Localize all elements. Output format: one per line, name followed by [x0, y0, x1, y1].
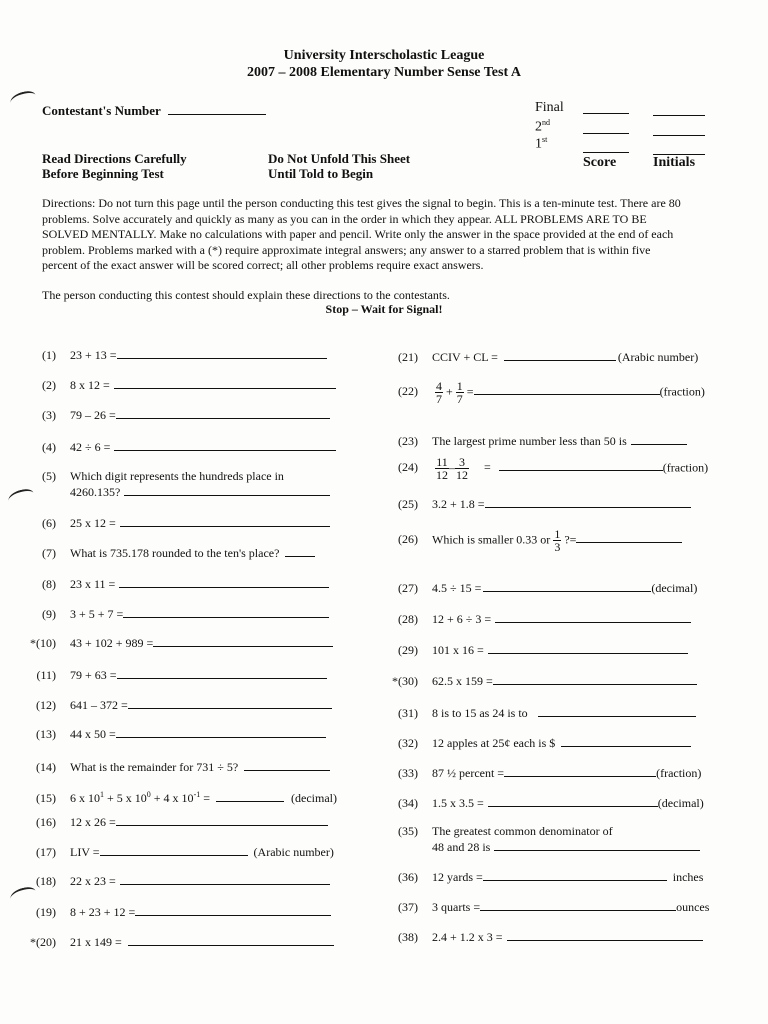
scan-mark: [9, 89, 37, 108]
title-line-2: 2007 – 2008 Elementary Number Sense Test A: [247, 65, 521, 80]
final-score-line: [583, 113, 629, 114]
fraction: $\frac{11}{12}$: [436, 455, 448, 482]
problem-25: (25) 3.2 + 1.8 =: [386, 495, 691, 512]
second-score-line: [583, 133, 629, 134]
problem-38: (38) 2.4 + 1.2 x 3 =: [386, 928, 703, 945]
do-not-unfold-notice: Do Not Unfold This Sheet Until Told to Begin: [268, 151, 411, 181]
problem-10: *(10) 43 + 102 + 989 =: [26, 634, 333, 651]
problem-21: (21) CCIV + CL = (Arabic number): [398, 350, 699, 364]
second-label: 2nd: [535, 118, 550, 135]
problem-23: (23) The largest prime number less than 50 is: [386, 432, 687, 449]
problem-26: (26) Which is smaller 0.33 or $\frac{1}{3}$ ?=: [386, 528, 682, 553]
directions-paragraph: Directions: Do not turn this page until the person conducting this test gives the signal to begin. This is a ten-minute test. There are 80 problems. Solve accurately and quickly as many as you can in the order in which they appear. ALL PROBLEMS ARE TO BE SOLVED MENTALLY. Make no calculations with paper and pencil. Write only the answer in the space provided at the end of each problem. Problems marked with a (*) require approximate integral answers; any answer to a starred problem that is within five percent of the exact answer will be scored correct; all other problems require exact answers.: [42, 196, 681, 273]
problem-11: (11) 79 + 63 =: [26, 666, 327, 683]
problem-1: (1) 23 + 13 =: [26, 346, 327, 363]
problem-12: (12) 641 – 372 =: [26, 696, 332, 713]
contestant-number-field: [42, 102, 266, 119]
conductor-instruction: The person conducting this contest should explain these directions to the contestants.: [42, 288, 450, 302]
problem-36: (36) 12 yards = inches: [398, 870, 704, 884]
problem-37: (37) 3 quarts = ounces: [398, 900, 710, 914]
problem-18: (18) 22 x 23 =: [26, 872, 330, 889]
contestant-number-label: Contestant's Number: [42, 103, 161, 118]
score-label: Score: [583, 155, 617, 170]
problem-19: (19) 8 + 23 + 12 =: [26, 903, 331, 920]
problem-5: (5) Which digit represents the hundreds place in 4260.135?: [26, 469, 330, 499]
title-line-1: University Interscholastic League: [283, 48, 485, 63]
problem-7: (7) What is 735.178 rounded to the ten's place?: [26, 544, 315, 561]
problem-16: (16) 12 x 26 =: [26, 813, 328, 830]
problem-32: (32) 12 apples at 25¢ each is $: [386, 734, 691, 751]
fraction: $\frac{3}{12}$: [456, 455, 468, 482]
problem-9: (9) 3 + 5 + 7 =: [26, 605, 329, 622]
problem-33: (33) 87 ½ percent = (fraction): [398, 766, 702, 780]
problem-8: (8) 23 x 11 =: [26, 575, 329, 592]
read-directions-notice: Read Directions Carefully Before Beginning Test: [42, 151, 187, 181]
second-initials-line: [653, 135, 705, 136]
initials-label: Initials: [653, 155, 696, 170]
final-initials-line: [653, 115, 705, 116]
problem-24: (24) $\frac{11}{12}$ – $\frac{3}{12}$ = (fraction): [398, 455, 709, 482]
fraction: $\frac{1}{7}$: [456, 379, 463, 406]
problem-14: (14) What is the remainder for 731 ÷ 5?: [26, 758, 330, 775]
problem-31: (31) 8 is to 15 as 24 is to: [386, 704, 696, 721]
problem-22: (22) $\frac{4}{7}$ + $\frac{1}{7}$ = (fraction): [398, 379, 705, 406]
problem-35: (35) The greatest common denominator of 48 and 28 is: [386, 824, 700, 854]
final-label: Final: [535, 100, 564, 115]
problem-4: (4) 42 ÷ 6 =: [26, 438, 336, 455]
problem-6: (6) 25 x 12 =: [26, 514, 330, 531]
problem-13: (13) 44 x 50 =: [26, 725, 326, 742]
problem-28: (28) 12 + 6 ÷ 3 =: [386, 610, 691, 627]
problem-34: (34) 1.5 x 3.5 = (decimal): [398, 796, 704, 810]
problem-3: (3) 79 – 26 =: [26, 406, 330, 423]
fraction: $\frac{4}{7}$: [436, 379, 442, 406]
score-box: [535, 100, 735, 175]
problem-29: (29) 101 x 16 =: [386, 641, 688, 658]
problem-27: (27) 4.5 ÷ 15 = (decimal): [398, 581, 698, 595]
problem-20: *(20) 21 x 149 =: [26, 933, 334, 950]
problem-17: (17) LIV = (Arabic number): [36, 845, 334, 859]
first-score-line: [583, 152, 629, 153]
problem-15: (15) 6 x $10^1 + 5$ x $10^0 + 4$ x $10^{-1}$ = (decimal): [36, 790, 337, 805]
fraction: $\frac{1}{3}$: [554, 527, 561, 554]
problem-30: *(30) 62.5 x 159 =: [386, 672, 697, 689]
contestant-number-line: [168, 102, 266, 115]
first-label: 1st: [535, 135, 548, 152]
stop-notice: Stop – Wait for Signal!: [325, 302, 443, 316]
problem-2: (2) 8 x 12 =: [26, 376, 336, 393]
